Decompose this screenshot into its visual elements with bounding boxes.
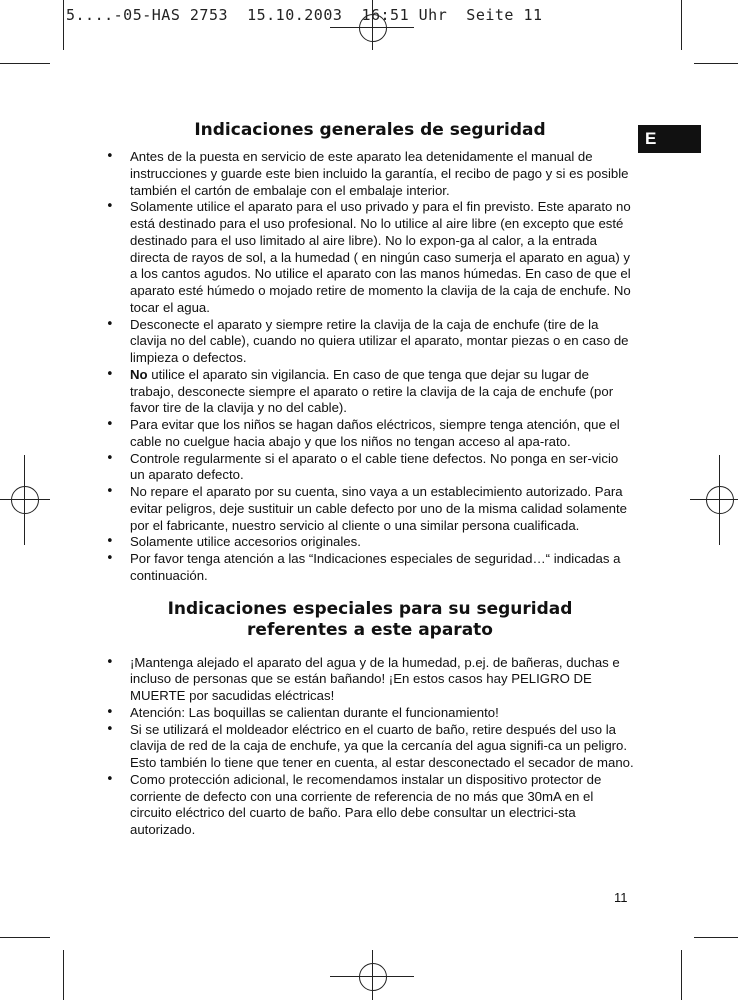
general-safety-list <box>106 149 634 585</box>
crop-mark-bottom-right-h <box>694 937 738 938</box>
crop-mark-top-right-v <box>681 0 682 50</box>
list-item: • Por favor tenga atención a las “Indicaciones especiales de seguridad…“ indicadas a continuación. <box>106 551 634 585</box>
list-item: • Solamente utilice accesorios originales. <box>106 534 634 551</box>
special-safety-list <box>106 655 634 839</box>
list-item: • Atención: Las boquillas se calientan durante el funcionamiento! <box>106 705 634 722</box>
registration-mark-bottom-v <box>372 950 373 1000</box>
document-body <box>106 120 634 839</box>
crop-mark-top-left-v <box>63 0 64 50</box>
list-item: • No utilice el aparato sin vigilancia. En caso de que tenga que dejar su lugar de trabajo, desconecte siempre el aparato o retire la clavija de la caja de enchufe (por favor tire de la clavija y no del cable). <box>106 367 634 417</box>
crop-mark-bottom-left-v <box>63 950 64 1000</box>
section-title-general-safety: Indicaciones generales de seguridad <box>194 120 546 140</box>
emphasis: No <box>130 366 148 382</box>
language-tab: E <box>638 125 701 153</box>
crop-mark-top-right-h <box>694 63 738 64</box>
list-item: • Como protección adicional, le recomendamos instalar un dispositivo protector de corriente de defecto con una corriente de referencia de no más que 30mA en el circuito eléctrico del cuarto de baño. Para ello debe consultar un electrici-sta autorizado. <box>106 772 634 839</box>
list-item: • Solamente utilice el aparato para el uso privado y para el fin previsto. Este aparato no está destinado para el uso profesional. No lo utilice al aire libre (en excepto que esté destinado para el uso limitado al aire libre). No lo expon-ga al calor, a la entrada directa de rayos de sol, a la humedad ( en ningún caso sumerja el aparato en agua) y a los cantos agudos. No utilice el aparato con las manos húmedas. En caso de que el aparato esté húmedo o mojado retire de momento la clavija de la caja de enchufe. No tocar el agua. <box>106 199 634 316</box>
registration-mark-right <box>706 486 734 514</box>
registration-mark-left-h <box>0 499 50 500</box>
section-title-special-safety: Indicaciones especiales para su seguridad referentes a este aparato <box>167 598 573 640</box>
list-item: • Antes de la puesta en servicio de este aparato lea detenidamente el manual de instrucciones y guarde este bien incluido la garantía, el recibo de pago y si es posible también el cartón de embalaje con el embalaje interior. <box>106 149 634 199</box>
registration-mark-left <box>11 486 39 514</box>
registration-mark-bottom <box>359 963 387 991</box>
crop-mark-top-left-h <box>0 63 50 64</box>
registration-mark-right-v <box>719 455 720 545</box>
registration-mark-right-h <box>690 499 738 500</box>
print-header: 5....-05-HAS 2753 15.10.2003 16:51 Uhr Seite 11 <box>66 6 543 24</box>
crop-mark-bottom-left-h <box>0 937 50 938</box>
list-item: • Para evitar que los niños se hagan daños eléctricos, siempre tenga atención, que el cable no cuelgue hacia abajo y que los niños no tengan acceso al apa-rato. <box>106 417 634 451</box>
crop-mark-bottom-right-v <box>681 950 682 1000</box>
list-item: • Si se utilizará el moldeador eléctrico en el cuarto de baño, retire después del uso la clavija de red de la caja de enchufe, ya que la cercanía del agua signifi-ca un peligro. Esto también lo tiene que tener en cuenta, al estar desconectado el secador de mano. <box>106 722 634 772</box>
page-number: 11 <box>614 890 628 905</box>
list-item: • Desconecte el aparato y siempre retire la clavija de la caja de enchufe (tire de la clavija no del cable), cuando no quiera utilizar el aparato, montar piezas o en caso de limpieza o defectos. <box>106 317 634 367</box>
registration-mark-left-v <box>24 455 25 545</box>
list-item: • Controle regularmente si el aparato o el cable tiene defectos. No ponga en ser-vicio un aparato defecto. <box>106 451 634 485</box>
list-item: • ¡Mantenga alejado el aparato del agua y de la humedad, p.ej. de bañeras, duchas e incluso de personas que se están bañando! ¡En estos casos hay PELIGRO DE MUERTE por sacudidas eléctricas! <box>106 655 634 705</box>
list-item: • No repare el aparato por su cuenta, sino vaya a un establecimiento autorizado. Para evitar peligros, deje sustituir un cable defecto por uno de la misma calidad solamente por el fabricante, nuestro servicio al cliente o una similar persona cualificada. <box>106 484 634 534</box>
